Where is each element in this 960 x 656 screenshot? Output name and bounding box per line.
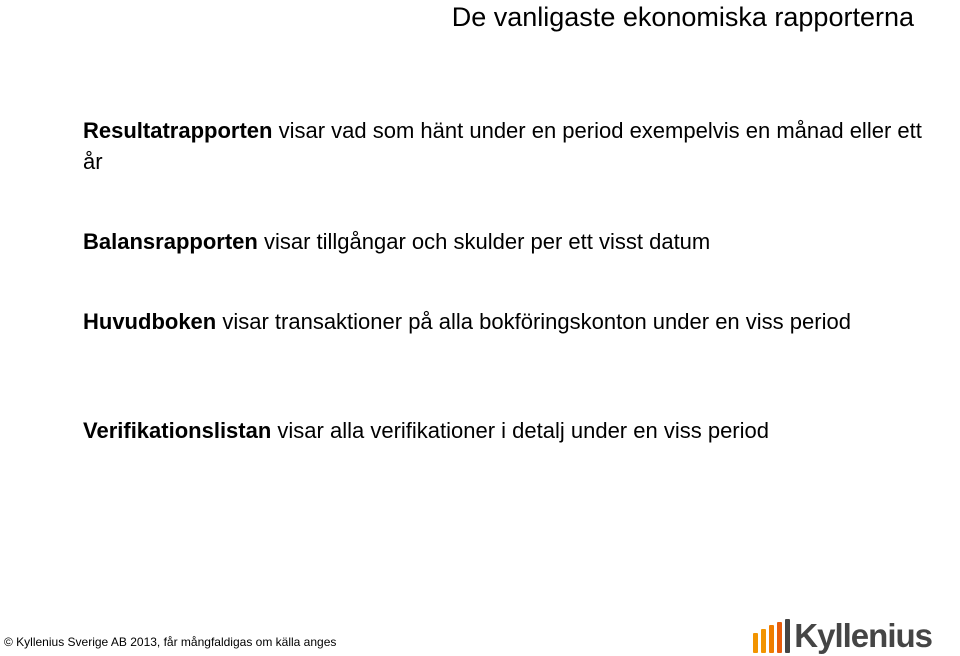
report-description: visar alla verifikationer i detalj under en viss period	[271, 418, 769, 443]
report-term: Huvudboken	[83, 309, 217, 334]
report-item-balansrapporten	[83, 226, 923, 257]
report-item-verifikationslistan	[83, 415, 923, 446]
report-description: visar tillgångar och skulder per ett visst datum	[257, 229, 711, 254]
copyright-notice: © Kyllenius Sverige AB 2013, får mångfaldigas om källa anges	[4, 635, 337, 649]
report-item-resultatrapporten	[83, 115, 923, 177]
logo-bar	[753, 633, 758, 653]
slide-title: De vanligaste ekonomiska rapporterna	[451, 2, 914, 32]
logo-bar	[769, 625, 774, 653]
logo-bar	[785, 619, 790, 653]
kyllenius-logo	[753, 613, 932, 653]
footer	[0, 610, 960, 656]
logo-bars-icon	[753, 619, 791, 653]
report-item-huvudboken	[83, 306, 923, 337]
report-term: Verifikationslistan	[83, 418, 272, 443]
report-term: Resultatrapporten	[83, 118, 273, 143]
logo-bar	[777, 622, 782, 653]
logo-wordmark: Kyllenius	[794, 617, 932, 654]
report-term: Balansrapporten	[83, 229, 258, 254]
report-description: visar vad som hänt under en period exempelvis en månad eller ett år	[83, 118, 922, 174]
logo-bar	[761, 629, 766, 653]
report-description: visar transaktioner på alla bokföringskonton under en viss period	[216, 309, 851, 334]
